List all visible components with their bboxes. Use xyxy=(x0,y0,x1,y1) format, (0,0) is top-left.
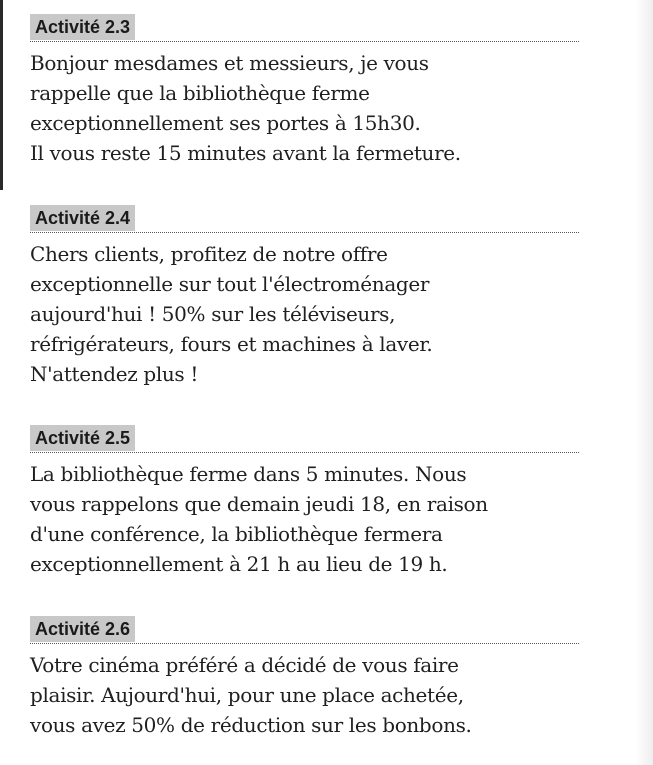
activity-header xyxy=(30,205,579,233)
activity-2-3 xyxy=(30,14,579,168)
text-line: rappelle que la bibliothèque ferme xyxy=(30,81,370,105)
text-line: La bibliothèque ferme dans 5 minutes. Nous xyxy=(30,462,467,486)
text-line: réfrigérateurs, fours et machines à laver. xyxy=(30,332,433,356)
activity-header xyxy=(30,14,579,42)
dotted-rule xyxy=(30,232,579,233)
text-line: N'attendez plus ! xyxy=(30,362,199,386)
text-line: d'une conférence, la bibliothèque fermera xyxy=(30,522,443,546)
activity-label: Activité 2.5 xyxy=(30,425,135,451)
activity-2-5 xyxy=(30,425,579,579)
text-line: aujourd'hui ! 50% sur les téléviseurs, xyxy=(30,302,396,326)
text-line: Chers clients, profitez de notre offre xyxy=(30,242,388,266)
activity-header xyxy=(30,616,579,644)
activity-text xyxy=(30,453,579,579)
text-line: plaisir. Aujourd'hui, pour une place achetée, xyxy=(30,683,464,707)
dotted-rule xyxy=(30,452,579,453)
text-line: exceptionnellement ses portes à 15h30. xyxy=(30,111,421,135)
left-margin-rule xyxy=(0,0,3,190)
activity-text xyxy=(30,233,579,389)
activity-2-6 xyxy=(30,616,579,740)
text-line: vous rappelons que demain jeudi 18, en raison xyxy=(30,492,488,516)
text-line: Votre cinéma préféré a décidé de vous faire xyxy=(30,653,459,677)
activity-header xyxy=(30,425,579,453)
activity-label: Activité 2.3 xyxy=(30,14,135,40)
text-line: exceptionnelle sur tout l'électroménager xyxy=(30,272,430,296)
dotted-rule xyxy=(30,41,579,42)
text-line: Bonjour mesdames et messieurs, je vous xyxy=(30,51,429,75)
activity-2-4 xyxy=(30,205,579,389)
text-line: exceptionnellement à 21 h au lieu de 19 h. xyxy=(30,552,448,576)
activity-text xyxy=(30,42,579,168)
activity-label: Activité 2.4 xyxy=(30,205,135,231)
activity-label: Activité 2.6 xyxy=(30,616,135,642)
text-line: vous avez 50% de réduction sur les bonbons. xyxy=(30,713,472,737)
text-line: Il vous reste 15 minutes avant la fermeture. xyxy=(30,141,461,165)
page-edge-shadow xyxy=(635,0,653,765)
dotted-rule xyxy=(30,643,579,644)
activity-text xyxy=(30,644,579,740)
